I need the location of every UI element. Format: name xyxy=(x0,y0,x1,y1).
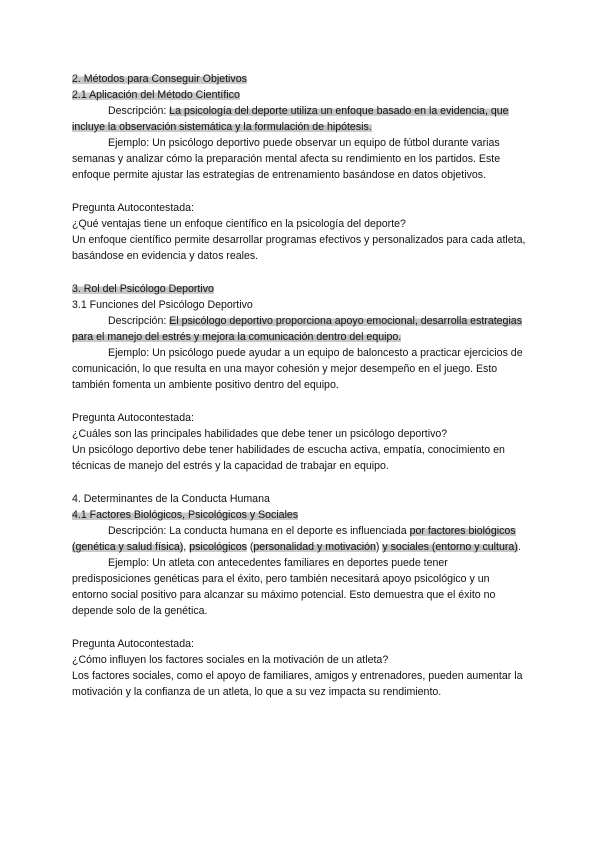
description-highlight: y sociales (entorno y cultura) xyxy=(382,541,518,553)
example-paragraph: Ejemplo: Un atleta con antecedentes familiares en deportes puede tener predisposiciones genéticas para el éxito, pero también necesitará apoyo psicológico y un entorno social positivo para alcanzar su máximo potencial. Esto demuestra que el éxito no depende solo de la genética. xyxy=(72,557,496,617)
paragraph-gap xyxy=(72,619,528,636)
description-text: La conducta humana en el deporte es influenciada xyxy=(169,525,407,537)
description-label: Descripción: xyxy=(108,525,167,537)
description-separator: , xyxy=(183,541,187,553)
description-highlight: El psicólogo deportivo proporciona apoyo emocional, desarrolla estrategias para el manejo del estrés y mejora la comunicación dentro del equipo. xyxy=(72,315,522,343)
section-title: 4. Determinantes de la Conducta Humana xyxy=(72,493,270,505)
section-heading xyxy=(72,71,528,87)
subsection-title: 4.1 Factores Biológicos, Psicológicos y Sociales xyxy=(72,509,299,521)
document-body xyxy=(72,71,528,700)
question: ¿Cómo influyen los factores sociales en la motivación de un atleta? xyxy=(72,654,389,666)
section-title: 3. Rol del Psicólogo Deportivo xyxy=(72,283,214,295)
subsection-title: 3.1 Funciones del Psicólogo Deportivo xyxy=(72,299,253,311)
description-highlight: por factores biológicos (genética y salud física) xyxy=(72,525,516,553)
description-separator: ( xyxy=(246,541,254,553)
description-highlight: La psicología del deporte utiliza un enfoque basado en la evidencia, que incluye la observación sistemática y la formulación de hipótesis. xyxy=(72,105,509,133)
question: ¿Qué ventajas tiene un enfoque científico en la psicología del deporte? xyxy=(72,218,406,230)
description-separator: ) xyxy=(375,541,380,553)
answer: Los factores sociales, como el apoyo de familiares, amigos y entrenadores, pueden aumentar la motivación y la confianza de un atleta, lo que a su vez impacta su rendimiento. xyxy=(72,670,523,698)
section-title: 2. Métodos para Conseguir Objetivos xyxy=(72,73,247,85)
section-heading xyxy=(72,281,528,297)
subsection-heading xyxy=(72,507,528,523)
paragraph-gap xyxy=(72,474,528,491)
subsection-title: 2.1 Aplicación del Método Científico xyxy=(72,89,240,101)
paragraph-gap xyxy=(72,264,528,281)
qa-label: Pregunta Autocontestada: xyxy=(72,412,194,424)
answer: Un enfoque científico permite desarrollar programas efectivos y personalizados para cada atleta, basándose en evidencia y datos reales. xyxy=(72,234,526,262)
subsection-heading xyxy=(72,297,528,313)
question: ¿Cuáles son las principales habilidades que debe tener un psicólogo deportivo? xyxy=(72,428,448,440)
paragraph-gap xyxy=(72,183,528,200)
example-paragraph: Ejemplo: Un psicólogo puede ayudar a un equipo de baloncesto a practicar ejercicios de comunicación, lo que resulta en una mayor cohesión y mejor desempeño en el juego. Esto también fomenta un ambiente positivo dentro del equipo. xyxy=(72,347,523,391)
description-paragraph xyxy=(72,103,528,135)
section-heading xyxy=(72,491,528,507)
qa-label: Pregunta Autocontestada: xyxy=(72,638,194,650)
description-paragraph xyxy=(72,313,528,345)
answer: Un psicólogo deportivo debe tener habilidades de escucha activa, empatía, conocimiento en técnicas de manejo del estrés y la capacidad de trabajar en equipo. xyxy=(72,444,505,472)
description-label: Descripción: xyxy=(108,105,167,117)
description-highlight: personalidad y motivación xyxy=(253,541,376,553)
description-highlight: psicológicos xyxy=(189,541,247,553)
description-label: Descripción: xyxy=(108,315,167,327)
example-paragraph: Ejemplo: Un psicólogo deportivo puede observar un equipo de fútbol durante varias semanas y analizar cómo la preparación mental afecta su rendimiento en los partidos. Este enfoque permite ajustar las estrategias de entrenamiento basándose en datos objetivos. xyxy=(72,137,501,181)
qa-label: Pregunta Autocontestada: xyxy=(72,202,194,214)
paragraph-gap xyxy=(72,393,528,410)
description-end: . xyxy=(517,541,521,553)
subsection-heading xyxy=(72,87,528,103)
description-paragraph xyxy=(72,523,528,555)
